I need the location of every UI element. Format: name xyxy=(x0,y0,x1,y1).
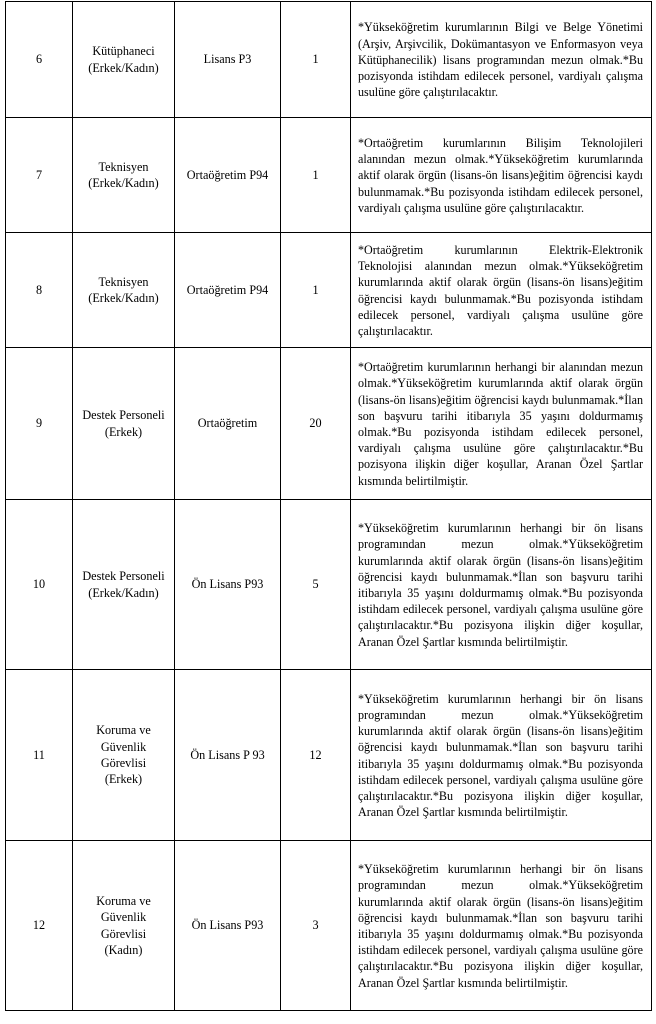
table-row xyxy=(6,118,652,233)
title-line: Güvenlik xyxy=(100,910,147,925)
position-title xyxy=(73,500,175,670)
position-requirements: *Yükseköğretim kurumlarının Bilgi ve Belge Yönetimi (Arşiv, Arşivcilik, Dokümantasyon ve Enformasyon veya Kütüphanecilik) lisans programından mezun olmak.*Bu pozisyonda istihdam edilecek personel, vardiyalı çalışma usulüne göre çalıştırılacaktır. xyxy=(351,2,652,118)
position-requirements: *Yükseköğretim kurumlarının herhangi bir ön lisans programından mezun olmak.*Yükseköğretim kurumlarında aktif olarak örgün (lisans-ön lisans)eğitim öğrencisi kaydı bulunmamak.*İlan son başvuru tarihi itibarıyla 35 yaşını doldurmamış olmak.*Bu pozisyonda istihdam edilecek personel, vardiyalı çalışma usulüne göre çalıştırılacaktır.*Bu pozisyona ilişkin diğer koşullar, Aranan Özel Şartlar kısmında belirtilmiştir. xyxy=(351,500,652,670)
position-requirements: *Yükseköğretim kurumlarının herhangi bir ön lisans programından mezun olmak.*Yükseköğretim kurumlarında aktif olarak örgün (lisans-ön lisans)eğitim öğrencisi kaydı bulunmamak.*İlan son başvuru tarihi itibarıyla 35 yaşını doldurmamış olmak.*Bu pozisyonda istihdam edilecek personel, vardiyalı çalışma usulüne göre çalıştırılacaktır.*Bu pozisyona ilişkin diğer koşullar, Aranan Özel Şartlar kısmında belirtilmiştir. xyxy=(351,841,652,1011)
title-line: (Erkek/Kadın) xyxy=(88,291,159,305)
title-line: Kütüphaneci xyxy=(92,44,155,59)
title-line: (Erkek) xyxy=(104,772,143,787)
position-title xyxy=(73,233,175,348)
position-requirements: *Ortaöğretim kurumlarının herhangi bir alanından mezun olmak.*Yükseköğretim kurumlarında aktif olarak örgün (lisans-ön lisans)eğitim öğrencisi kaydı bulunmamak.*İlan son başvuru tarihi itibarıyla 35 yaşını doldurmamış olmak.*Bu pozisyonda istihdam edilecek personel, vardiyalı çalışma usulüne göre çalıştırılacaktır.*Bu pozisyona ilişkin diğer koşullar, Aranan Özel Şartlar kısmında belirtilmiştir. xyxy=(351,348,652,500)
position-title xyxy=(73,118,175,233)
position-requirements: *Yükseköğretim kurumlarının herhangi bir ön lisans programından mezun olmak.*Yükseköğretim kurumlarında aktif olarak örgün (lisans-ön lisans)eğitim öğrencisi kaydı bulunmamak.*İlan son başvuru tarihi itibarıyla 35 yaşını doldurmamış olmak.*Bu pozisyonda istihdam edilecek personel, vardiyalı çalışma usulüne göre çalıştırılacaktır.*Bu pozisyona ilişkin diğer koşullar, Aranan Özel Şartlar kısmında belirtilmiştir. xyxy=(351,670,652,841)
title-line: Teknisyen xyxy=(98,274,149,289)
position-number: 12 xyxy=(6,841,73,1011)
title-line: Teknisyen xyxy=(98,159,149,174)
education-level: Ortaöğretim P94 xyxy=(175,233,281,348)
table-row xyxy=(6,500,652,670)
title-line: Görevlisi xyxy=(100,926,147,941)
position-title xyxy=(73,670,175,841)
title-line: Destek Personeli xyxy=(82,408,165,423)
title-line: Koruma ve xyxy=(96,723,151,738)
position-count: 12 xyxy=(281,670,351,841)
position-number: 6 xyxy=(6,2,73,118)
title-line: (Erkek) xyxy=(104,424,143,439)
title-line: (Kadın) xyxy=(104,942,143,957)
position-number: 8 xyxy=(6,233,73,348)
position-count: 1 xyxy=(281,2,351,118)
education-level: Ön Lisans P 93 xyxy=(175,670,281,841)
position-number: 10 xyxy=(6,500,73,670)
position-number: 11 xyxy=(6,670,73,841)
education-level: Ortaöğretim P94 xyxy=(175,118,281,233)
title-line: Koruma ve xyxy=(96,893,151,908)
table-row xyxy=(6,233,652,348)
education-level: Ön Lisans P93 xyxy=(175,500,281,670)
position-requirements: *Ortaöğretim kurumlarının Bilişim Teknolojileri alanından mezun olmak.*Yükseköğretim kurumlarında aktif olarak örgün (lisans-ön lisans)eğitim öğrencisi kaydı bulunmamak.*Bu pozisyonda istihdam edilecek personel, vardiyalı çalışma usulüne göre çalıştırılacaktır. xyxy=(351,118,652,233)
position-count: 3 xyxy=(281,841,351,1011)
table-row xyxy=(6,348,652,500)
education-level: Ortaöğretim xyxy=(175,348,281,500)
table-row xyxy=(6,841,652,1011)
table-row xyxy=(6,2,652,118)
title-line: Güvenlik xyxy=(100,739,147,754)
education-level: Lisans P3 xyxy=(175,2,281,118)
positions-table xyxy=(5,1,652,1011)
position-title xyxy=(73,348,175,500)
education-level: Ön Lisans P93 xyxy=(175,841,281,1011)
title-line: (Erkek/Kadın) xyxy=(88,585,159,600)
position-count: 1 xyxy=(281,233,351,348)
table-row xyxy=(6,670,652,841)
position-title xyxy=(73,841,175,1011)
title-line: Destek Personeli xyxy=(82,569,165,584)
position-title xyxy=(73,2,175,118)
position-number: 9 xyxy=(6,348,73,500)
position-requirements: *Ortaöğretim kurumlarının Elektrik-Elektronik Teknolojisi alanından mezun olmak.*Yükseköğretim kurumlarında aktif olarak örgün (lisans-ön lisans)eğitim öğrencisi kaydı bulunmamak.*Bu pozisyonda istihdam edilecek personel, vardiyalı çalışma usulüne göre çalıştırılacaktır. xyxy=(351,233,652,348)
title-line: Görevlisi xyxy=(100,756,147,770)
title-line: (Erkek/Kadın) xyxy=(88,60,159,75)
position-count: 5 xyxy=(281,500,351,670)
position-count: 20 xyxy=(281,348,351,500)
position-count: 1 xyxy=(281,118,351,233)
position-number: 7 xyxy=(6,118,73,233)
title-line: (Erkek/Kadın) xyxy=(88,176,159,190)
